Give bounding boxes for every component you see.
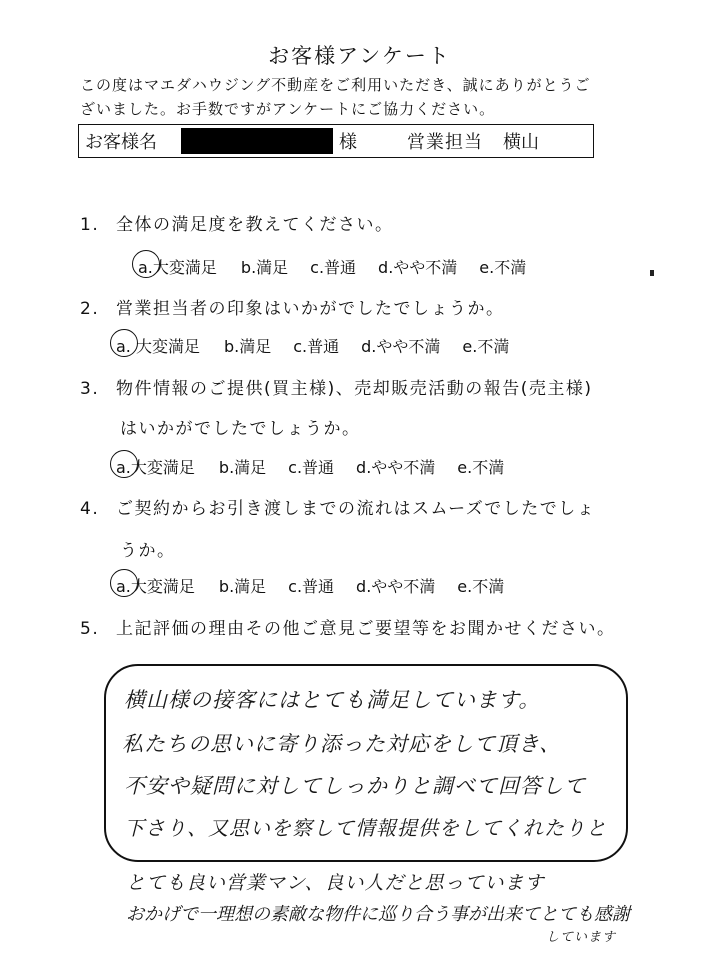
option-a-selected: a. 大変満足 xyxy=(116,334,200,357)
handwritten-comment-line-5: とても良い営業マン、良い人だと思っています xyxy=(126,872,545,894)
question-text: 上記評価の理由その他ご意見ご要望等をお聞かせください。 xyxy=(116,619,616,639)
option-c: c.普通 xyxy=(293,337,340,356)
option-c: c.普通 xyxy=(310,258,357,277)
staff-label: 営業担当 xyxy=(407,132,483,153)
option-d: d.やや不満 xyxy=(361,337,441,356)
question-1 xyxy=(80,210,394,235)
question-text: 営業担当者の印象はいかがでしたでしょうか。 xyxy=(116,299,505,319)
question-3-options xyxy=(116,455,526,478)
survey-title: お客様アンケート xyxy=(268,44,451,68)
option-a-selected: a.大変満足 xyxy=(138,255,217,278)
question-1-options xyxy=(138,255,548,278)
option-c: c.普通 xyxy=(288,458,335,477)
question-5 xyxy=(80,614,616,639)
question-number: 2. xyxy=(80,299,100,319)
question-3-continued: はいかがでしたでしょうか。 xyxy=(120,419,361,439)
selection-circle xyxy=(110,569,138,597)
intro-line-2: ざいました。お手数ですがアンケートにご協力ください。 xyxy=(80,100,496,118)
question-number: 4. xyxy=(80,499,100,519)
customer-honorific: 様 xyxy=(339,132,357,153)
option-d: d.やや不満 xyxy=(356,577,436,596)
option-d: d.やや不満 xyxy=(356,458,436,477)
selection-circle xyxy=(110,329,138,357)
selection-circle xyxy=(132,250,160,278)
option-a-selected: a.大変満足 xyxy=(116,455,195,478)
selection-circle xyxy=(110,450,138,478)
option-e: e.不満 xyxy=(457,458,505,477)
question-4-options xyxy=(116,574,526,597)
handwritten-comment-line-2: 私たちの思いに寄り添った対応をして頂き、 xyxy=(122,732,562,756)
scan-speck xyxy=(650,270,654,276)
question-3 xyxy=(80,374,593,399)
question-2 xyxy=(80,294,505,319)
question-4-continued: うか。 xyxy=(120,541,176,561)
customer-info-box xyxy=(78,124,594,158)
question-text: ご契約からお引き渡しまでの流れはスムーズでしたでしょ xyxy=(116,499,596,519)
option-c: c.普通 xyxy=(288,577,335,596)
question-number: 3. xyxy=(80,379,100,399)
intro-line-1: この度はマエダハウジング不動産をご利用いただき、誠にありがとうご xyxy=(80,76,591,94)
option-e: e.不満 xyxy=(462,337,510,356)
handwritten-comment-line-4: 下さり、又思いを察して情報提供をしてくれたりと xyxy=(124,816,607,840)
option-b: b.満足 xyxy=(218,577,267,596)
option-e: e.不満 xyxy=(457,577,505,596)
question-number: 5. xyxy=(80,619,100,639)
question-2-options xyxy=(116,334,531,357)
question-4 xyxy=(80,494,595,519)
staff-name: 横山 xyxy=(503,132,539,153)
redacted-customer-name xyxy=(181,128,333,154)
option-d: d.やや不満 xyxy=(378,258,458,277)
handwritten-comment-line-7: しています xyxy=(546,930,617,945)
option-b: b.満足 xyxy=(218,458,267,477)
question-text: 全体の満足度を教えてください。 xyxy=(116,215,394,235)
option-b: b.満足 xyxy=(240,258,289,277)
customer-name-label: お客様名 xyxy=(85,132,157,153)
option-a-selected: a.大変満足 xyxy=(116,574,195,597)
option-b: b.満足 xyxy=(224,337,272,356)
option-e: e.不満 xyxy=(479,258,527,277)
handwritten-comment-line-6: おかげで一理想の素敵な物件に巡り合う事が出来てとても感謝 xyxy=(126,904,630,925)
handwritten-comment-line-3: 不安や疑問に対してしっかりと調べて回答して xyxy=(124,774,586,798)
question-number: 1. xyxy=(80,215,100,235)
handwritten-comment-line-1: 横山様の接客にはとても満足しています。 xyxy=(124,688,541,712)
question-text: 物件情報のご提供(買主様)、売却販売活動の報告(売主様) xyxy=(116,379,593,399)
